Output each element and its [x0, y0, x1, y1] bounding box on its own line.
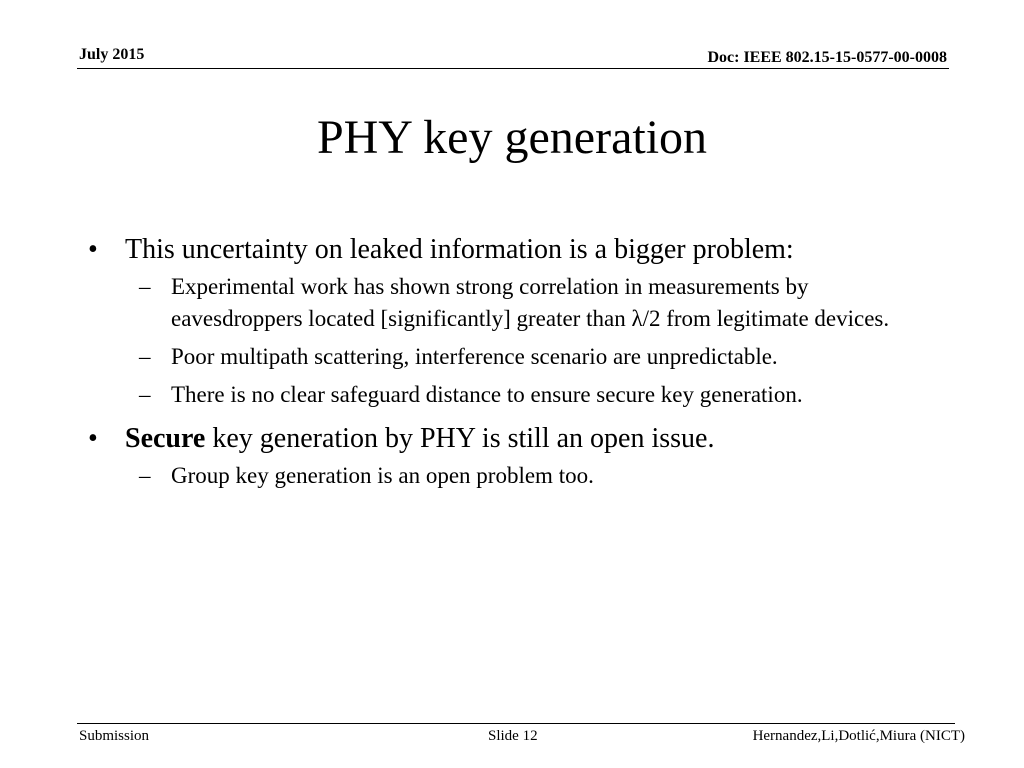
subbullet-marker: –	[139, 344, 151, 369]
subbullet-text: Experimental work has shown strong correlation in measurements by eavesdroppers located [significantly] greater than λ/2 from legitimate devices.	[171, 274, 890, 331]
subbullet-text: Poor multipath scattering, interference scenario are unpredictable.	[171, 344, 778, 369]
subbullet-item	[80, 341, 940, 373]
subbullet-item	[80, 379, 940, 411]
bullet-marker: •	[88, 234, 98, 265]
subbullet-marker: –	[139, 382, 151, 407]
bullet-text: This uncertainty on leaked information is a bigger problem:	[125, 234, 794, 265]
header-date: July 2015	[79, 46, 145, 63]
subbullet-list	[80, 460, 940, 492]
bullet-item	[80, 228, 940, 271]
header-doc-id: Doc: IEEE 802.15-15-0577-00-0008	[707, 49, 947, 66]
slide-title: PHY key generation	[316, 111, 708, 164]
subbullet-list	[80, 271, 940, 411]
subbullet-item	[80, 271, 940, 335]
bullet-item	[80, 417, 940, 460]
subbullet-item	[80, 460, 940, 492]
subbullet-text: Group key generation is an open problem too.	[171, 463, 594, 488]
footer-slide-number: Slide 12	[488, 728, 538, 744]
subbullet-marker: –	[139, 274, 151, 299]
bullet-bold-text: Secure	[125, 423, 206, 454]
subbullet-marker: –	[139, 463, 151, 488]
bullet-marker: •	[88, 423, 98, 454]
footer-submission: Submission	[79, 728, 150, 744]
footer-divider	[77, 723, 955, 724]
slide-body	[80, 228, 940, 498]
header-divider	[77, 68, 949, 69]
footer-authors: Hernandez,Li,Dotlić,Miura (NICT)	[752, 728, 965, 744]
subbullet-text: There is no clear safeguard distance to ensure secure key generation.	[171, 382, 803, 407]
bullet-text: key generation by PHY is still an open issue.	[205, 423, 715, 454]
